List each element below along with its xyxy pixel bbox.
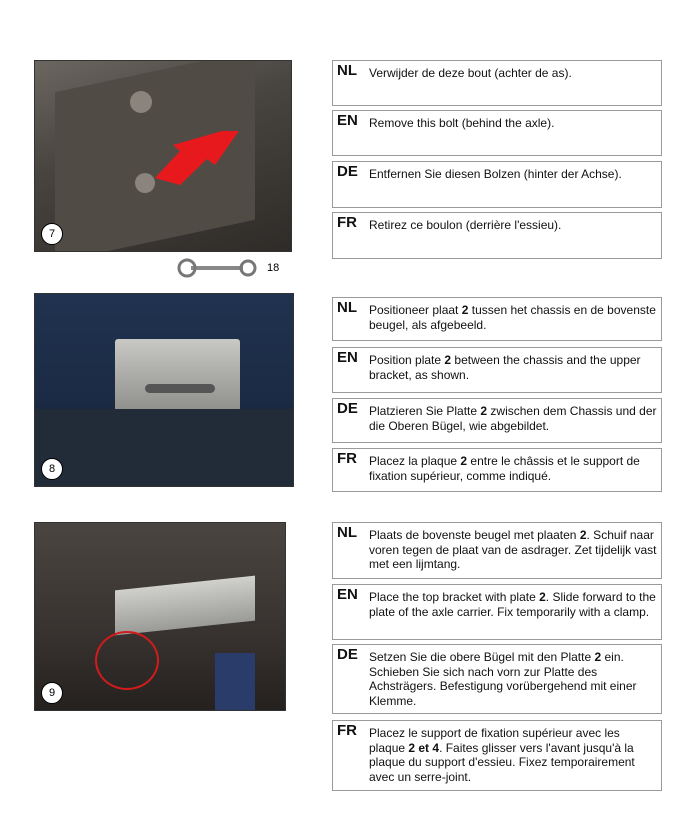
- part-number: 2: [460, 454, 468, 468]
- language-code: FR: [337, 214, 357, 231]
- instruction-text: Place the top bracket with plate: [369, 590, 540, 604]
- instruction-text: Plaats de bovenste beugel met plaaten: [369, 528, 580, 542]
- instruction-text: Setzen Sie die obere Bügel mit den Platte: [369, 650, 595, 664]
- language-code: EN: [337, 586, 358, 603]
- step-9-photo: [34, 522, 286, 711]
- instruction-text: Platzieren Sie Platte: [369, 404, 481, 418]
- instruction-text: ein. Schieben Sie sich nach vorn zur Platte des Achsträgers. Befestigung vorübergehend mit einer Klemme.: [369, 650, 637, 708]
- red-arrow-icon: [155, 131, 255, 191]
- instruction-de: [332, 644, 662, 714]
- step-7-photo: [34, 60, 292, 252]
- language-code: EN: [337, 349, 358, 366]
- instruction-text: . Faites glisser vers l'avant jusqu'à la plaque du support d'essieu. Fixez temporairement avec un serre-joint.: [369, 740, 635, 784]
- part-number: 2: [480, 404, 488, 418]
- language-code: NL: [337, 524, 357, 541]
- language-code: NL: [337, 299, 357, 316]
- instruction-text: Position plate: [369, 353, 445, 367]
- language-code: DE: [337, 163, 358, 180]
- step-number: 7: [41, 223, 63, 245]
- instruction-text: zwischen dem Chassis und der die Oberen Bügel, wie abgebildet.: [369, 404, 657, 433]
- language-code: FR: [337, 722, 357, 739]
- instruction-de: [332, 398, 662, 443]
- part-number: 2: [539, 590, 546, 604]
- instruction-de: [332, 161, 662, 208]
- instruction-fr: [332, 448, 662, 492]
- language-code: DE: [337, 646, 358, 663]
- instruction-text: entre le châssis et le support de fixation supérieur, comme indiqué.: [369, 454, 640, 483]
- step-number: 9: [41, 682, 63, 704]
- instruction-text: between the chassis and the upper bracket, as shown.: [369, 353, 641, 382]
- instruction-en: [332, 584, 662, 640]
- instruction-nl: [332, 522, 662, 579]
- instruction-text: . Schuif naar voren tegen de plaat van de asdrager. Zet tijdelijk vast met een lijmtang.: [369, 528, 657, 571]
- instruction-text: Remove this bolt (behind the axle).: [369, 116, 555, 130]
- instruction-text: Placez le support de fixation supérieur avec les plaque: [369, 726, 620, 755]
- language-code: NL: [337, 62, 357, 79]
- instruction-fr: [332, 212, 662, 259]
- tool-size: 18: [267, 262, 280, 274]
- instruction-fr: [332, 720, 662, 791]
- instruction-text: tussen het chassis en de bovenste beugel, als afgebeeld.: [369, 303, 656, 332]
- instruction-nl: [332, 60, 662, 106]
- instruction-text: Retirez ce boulon (derrière l'essieu).: [369, 218, 562, 232]
- language-code: FR: [337, 450, 357, 467]
- instruction-text: Verwijder de deze bout (achter de as).: [369, 66, 572, 80]
- part-number: 2: [461, 303, 469, 317]
- step-number: 8: [41, 458, 63, 480]
- instruction-nl: [332, 297, 662, 341]
- instruction-en: [332, 110, 662, 156]
- instruction-text: Positioneer plaat: [369, 303, 462, 317]
- part-number: 2 et 4: [408, 740, 440, 755]
- language-code: DE: [337, 400, 358, 417]
- tool-indicator: [175, 258, 279, 278]
- language-code: EN: [337, 112, 358, 129]
- step-8-photo: [34, 293, 294, 487]
- instruction-en: [332, 347, 662, 393]
- wrench-icon: [175, 258, 259, 278]
- part-number: 2: [594, 650, 602, 664]
- instruction-text: . Slide forward to the plate of the axle carrier. Fix temporarily with a clamp.: [369, 590, 656, 619]
- instruction-text: Entfernen Sie diesen Bolzen (hinter der Achse).: [369, 167, 622, 181]
- instruction-text: Placez la plaque: [369, 454, 461, 468]
- part-number: 2: [579, 528, 587, 542]
- part-number: 2: [444, 353, 452, 367]
